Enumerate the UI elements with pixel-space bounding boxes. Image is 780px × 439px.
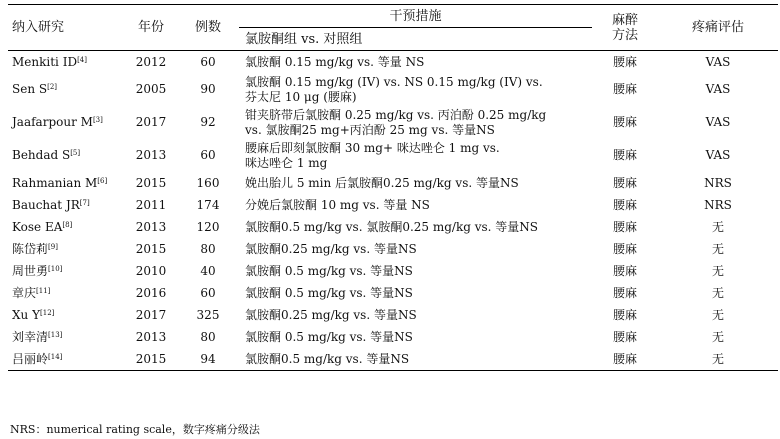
cell-anesthesia: 腰麻	[612, 219, 637, 234]
study-table	[8, 4, 778, 371]
cell-cases: 174	[196, 197, 220, 212]
cell-intervention	[239, 73, 592, 106]
cell-cases: 60	[200, 285, 216, 300]
reference-number: [10]	[48, 264, 63, 273]
cell-year: 2010	[135, 263, 167, 278]
study-name: Jaafarpour M	[12, 115, 93, 129]
cell-intervention	[239, 51, 592, 74]
cell-cases: 325	[196, 307, 220, 322]
study-name: Kose EA	[12, 219, 63, 234]
intervention-line: 氯胺酮 0.5 mg/kg vs. 等量NS	[245, 263, 413, 278]
cell-anesthesia: 腰麻	[612, 307, 637, 322]
intervention-line: 腰麻后即刻氯胺酮 30 mg+ 咪达唑仑 1 mg vs.	[245, 140, 500, 155]
reference-number: [6]	[97, 176, 108, 185]
footnote: NRS：numerical rating scale，数字疼痛分级法	[10, 423, 260, 436]
header-pain-assessment: 疼痛评估	[658, 5, 778, 51]
cell-pain-assessment: 无	[711, 219, 724, 234]
reference-number: [11]	[36, 286, 51, 295]
study-name: 陈岱莉	[12, 241, 49, 256]
cell-intervention	[239, 172, 592, 194]
cell-cases: 60	[200, 54, 216, 69]
intervention-line: 氯胺酮 0.5 mg/kg vs. 等量NS	[245, 285, 413, 300]
table-row	[8, 139, 778, 172]
cell-year: 2013	[135, 329, 167, 344]
cell-intervention	[239, 139, 592, 172]
cell-cases: 92	[200, 115, 216, 129]
cell-year: 2017	[135, 115, 167, 129]
cell-anesthesia: 腰麻	[612, 175, 637, 190]
cell-year: 2013	[135, 148, 167, 162]
cell-pain-assessment: 无	[711, 285, 724, 300]
intervention-line: 氯胺酮0.5 mg/kg vs. 氯胺酮0.25 mg/kg vs. 等量NS	[245, 219, 539, 234]
intervention-line: 分娩后氯胺酮 10 mg vs. 等量 NS	[245, 197, 430, 212]
cell-study	[8, 194, 125, 216]
cell-study	[8, 304, 125, 326]
study-name: Behdad S	[12, 148, 71, 162]
cell-study	[8, 282, 125, 304]
cell-intervention	[239, 106, 592, 139]
study-name: Xu Y	[12, 307, 41, 322]
cell-study	[8, 73, 125, 106]
cell-cases: 80	[200, 329, 216, 344]
table-row	[8, 348, 778, 371]
cell-intervention	[239, 304, 592, 326]
cell-pain-assessment: NRS	[704, 197, 732, 212]
reference-number: [9]	[48, 242, 58, 251]
cell-cases: 120	[196, 219, 220, 234]
cell-year: 2015	[135, 241, 167, 256]
reference-number: [2]	[47, 83, 58, 91]
reference-number: [5]	[70, 149, 81, 157]
cell-anesthesia: 腰麻	[612, 241, 637, 256]
cell-study	[8, 51, 125, 74]
cell-year: 2017	[135, 307, 167, 322]
cell-anesthesia: 腰麻	[612, 54, 637, 69]
cell-year: 2012	[135, 54, 167, 69]
table-row	[8, 216, 778, 238]
header-year: 年份	[125, 5, 177, 51]
cell-anesthesia: 腰麻	[612, 197, 637, 212]
table-row	[8, 51, 778, 74]
reference-number: [8]	[62, 220, 73, 229]
cell-study	[8, 348, 125, 371]
study-name: Sen S	[12, 82, 48, 96]
cell-pain-assessment: 无	[711, 329, 724, 344]
table-row	[8, 194, 778, 216]
cell-pain-assessment: NRS	[704, 175, 732, 190]
header-anesthesia	[592, 5, 658, 51]
table-row	[8, 73, 778, 106]
table-row	[8, 260, 778, 282]
cell-intervention	[239, 282, 592, 304]
intervention-line: 咪达唑仑 1 mg	[245, 155, 328, 170]
cell-cases: 94	[200, 351, 216, 366]
header-study: 纳入研究	[8, 5, 125, 51]
table-row	[8, 304, 778, 326]
cell-intervention	[239, 194, 592, 216]
cell-intervention	[239, 260, 592, 282]
cell-cases: 160	[196, 175, 220, 190]
study-name: 刘幸清	[12, 329, 49, 344]
reference-number: [3]	[92, 116, 103, 124]
intervention-line: 氯胺酮0.25 mg/kg vs. 等量NS	[245, 241, 417, 256]
cell-pain-assessment: VAS	[705, 54, 731, 69]
intervention-line: 氯胺酮 0.5 mg/kg vs. 等量NS	[245, 329, 413, 344]
cell-pain-assessment: 无	[711, 263, 724, 278]
intervention-line: 娩出胎儿 5 min 后氯胺酮0.25 mg/kg vs. 等量NS	[245, 175, 519, 190]
cell-pain-assessment: VAS	[705, 148, 731, 162]
cell-study	[8, 238, 125, 260]
reference-number: [13]	[48, 330, 63, 339]
cell-intervention	[239, 348, 592, 371]
study-name: 吕丽岭	[12, 351, 49, 366]
cell-cases: 60	[200, 148, 216, 162]
study-name: 章庆	[12, 285, 37, 300]
header-anesthesia-line2: 方法	[611, 27, 638, 43]
cell-year: 2011	[135, 197, 167, 212]
cell-anesthesia: 腰麻	[612, 82, 637, 96]
cell-pain-assessment: 无	[711, 351, 724, 366]
study-name: 周世勇	[12, 263, 49, 278]
cell-study	[8, 216, 125, 238]
cell-anesthesia: 腰麻	[612, 329, 637, 344]
reference-number: [14]	[48, 352, 63, 361]
intervention-line: 氯胺酮 0.15 mg/kg vs. 等量 NS	[245, 54, 425, 69]
cell-pain-assessment: 无	[711, 307, 724, 322]
cell-anesthesia: 腰麻	[612, 285, 637, 300]
study-name: Bauchat JR	[12, 197, 80, 212]
reference-number: [4]	[77, 55, 87, 64]
header-anesthesia-line1: 麻醉	[611, 12, 638, 28]
cell-year: 2015	[135, 351, 167, 366]
header-intervention: 干预措施	[239, 5, 592, 28]
cell-study	[8, 326, 125, 348]
table-row	[8, 326, 778, 348]
cell-year: 2015	[135, 175, 167, 190]
table-row	[8, 282, 778, 304]
cell-pain-assessment: 无	[711, 241, 724, 256]
cell-study	[8, 139, 125, 172]
cell-study	[8, 172, 125, 194]
table-row	[8, 238, 778, 260]
table-row	[8, 106, 778, 139]
header-cases: 例数	[177, 5, 239, 51]
intervention-line: 芬太尼 10 μg (腰麻)	[245, 89, 357, 104]
header-intervention-sub: 氯胺酮组 vs. 对照组	[239, 28, 592, 51]
cell-year: 2005	[135, 82, 167, 96]
cell-year: 2016	[135, 285, 167, 300]
study-name: Menkiti ID	[12, 54, 78, 69]
cell-intervention	[239, 326, 592, 348]
cell-cases: 40	[200, 263, 216, 278]
cell-intervention	[239, 238, 592, 260]
intervention-line: 氯胺酮0.5 mg/kg vs. 等量NS	[245, 351, 410, 366]
cell-anesthesia: 腰麻	[612, 148, 637, 162]
cell-pain-assessment: VAS	[705, 82, 731, 96]
cell-intervention	[239, 216, 592, 238]
cell-anesthesia: 腰麻	[612, 263, 637, 278]
cell-pain-assessment: VAS	[705, 115, 731, 129]
cell-study	[8, 260, 125, 282]
reference-number: [7]	[79, 198, 90, 207]
cell-study	[8, 106, 125, 139]
intervention-line: 氯胺酮0.25 mg/kg vs. 等量NS	[245, 307, 417, 322]
cell-cases: 90	[200, 82, 216, 96]
intervention-line: 钳夹脐带后氯胺酮 0.25 mg/kg vs. 丙泊酚 0.25 mg/kg	[245, 107, 547, 122]
table-body	[8, 51, 778, 371]
cell-cases: 80	[200, 241, 216, 256]
cell-anesthesia: 腰麻	[612, 115, 637, 129]
reference-number: [12]	[40, 308, 55, 317]
intervention-line: vs. 氯胺酮25 mg+丙泊酚 25 mg vs. 等量NS	[245, 122, 495, 137]
cell-anesthesia: 腰麻	[612, 351, 637, 366]
intervention-line: 氯胺酮 0.15 mg/kg (IV) vs. NS 0.15 mg/kg (IV) vs.	[245, 74, 543, 89]
table-row	[8, 172, 778, 194]
study-name: Rahmanian M	[12, 175, 98, 190]
cell-year: 2013	[135, 219, 167, 234]
